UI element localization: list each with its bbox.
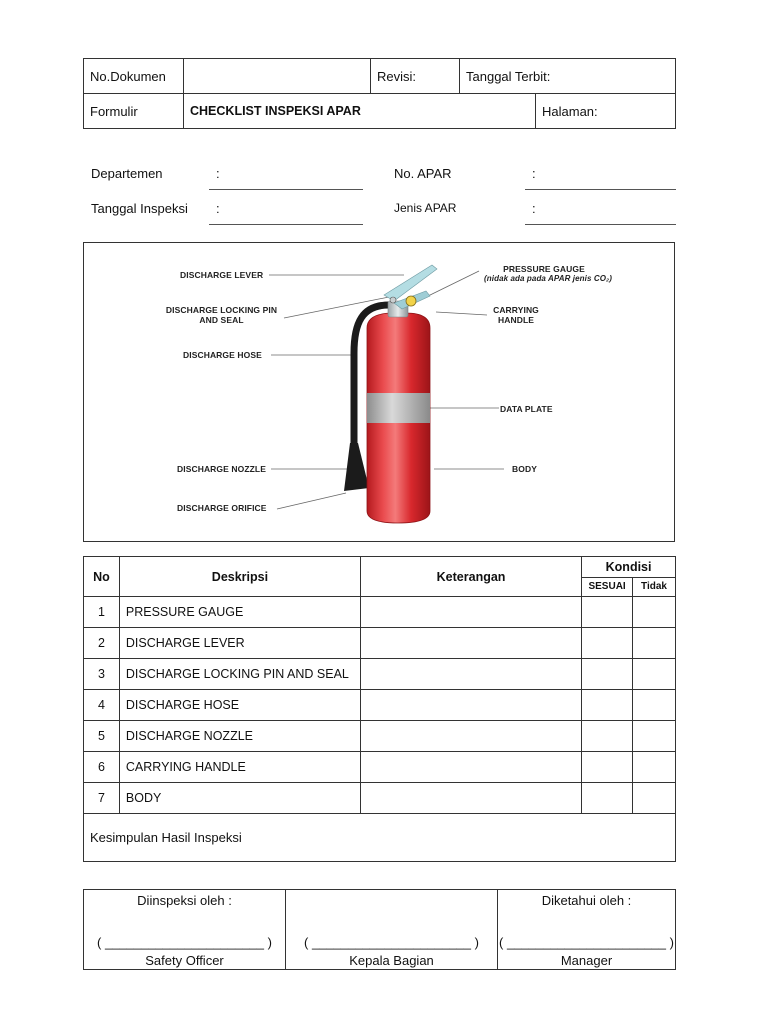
checklist-row xyxy=(84,752,676,783)
checklist-row xyxy=(84,721,676,752)
signature-table xyxy=(83,889,676,970)
apar-no-colon: : xyxy=(532,166,536,181)
row-remarks-cell[interactable] xyxy=(360,597,581,628)
acknowledged-by-label: Diketahui oleh : xyxy=(541,893,632,908)
page-label: Halaman: xyxy=(536,94,676,129)
department-colon: : xyxy=(216,166,220,181)
checklist-row xyxy=(84,690,676,721)
data-plate-band xyxy=(367,393,430,423)
row-ok-cell[interactable] xyxy=(582,721,633,752)
row-not-ok-cell[interactable] xyxy=(633,721,676,752)
doc-no-value xyxy=(184,59,371,94)
row-number: 1 xyxy=(84,597,120,628)
inspected-by-label: Diinspeksi oleh : xyxy=(137,893,232,908)
row-not-ok-cell[interactable] xyxy=(633,752,676,783)
row-remarks-cell[interactable] xyxy=(360,690,581,721)
apar-no-label: No. APAR xyxy=(394,166,452,181)
row-remarks-cell[interactable] xyxy=(360,752,581,783)
col-header-description: Deskripsi xyxy=(119,557,360,597)
col-header-not-ok: Tidak xyxy=(633,577,676,597)
signature-kepala-bagian xyxy=(286,890,498,970)
extinguisher-diagram xyxy=(83,242,675,542)
label-discharge-orifice: DISCHARGE ORIFICE xyxy=(177,503,267,513)
label-pressure-gauge-title: PRESSURE GAUGE xyxy=(503,264,585,274)
row-number: 6 xyxy=(84,752,120,783)
row-remarks-cell[interactable] xyxy=(360,659,581,690)
row-description: PRESSURE GAUGE xyxy=(119,597,360,628)
signature-line-2[interactable]: ( ______________________ ) xyxy=(304,935,479,950)
apar-no-field[interactable] xyxy=(525,189,676,190)
apar-type-field[interactable] xyxy=(525,224,676,225)
col-header-ok: SESUAI xyxy=(582,577,633,597)
label-body: BODY xyxy=(512,464,537,474)
col-header-condition: Kondisi xyxy=(582,557,676,578)
label-discharge-lever: DISCHARGE LEVER xyxy=(180,270,264,280)
role-manager: Manager xyxy=(560,953,613,968)
checklist-row xyxy=(84,628,676,659)
row-number: 4 xyxy=(84,690,120,721)
row-description: DISCHARGE HOSE xyxy=(119,690,360,721)
row-ok-cell[interactable] xyxy=(582,752,633,783)
inspection-date-field[interactable] xyxy=(209,224,363,225)
row-description: DISCHARGE LEVER xyxy=(119,628,360,659)
row-description: BODY xyxy=(119,783,360,814)
row-remarks-cell[interactable] xyxy=(360,721,581,752)
department-label: Departemen xyxy=(91,166,163,181)
label-pressure-gauge xyxy=(479,264,612,284)
apar-type-colon: : xyxy=(532,201,536,216)
row-not-ok-cell[interactable] xyxy=(633,659,676,690)
label-locking-pin xyxy=(165,305,278,325)
form-label: Formulir xyxy=(84,94,184,129)
form-title: CHECKLIST INSPEKSI APAR xyxy=(184,94,536,129)
row-number: 2 xyxy=(84,628,120,659)
checklist-row xyxy=(84,597,676,628)
signature-safety-officer xyxy=(84,890,286,970)
department-field[interactable] xyxy=(209,189,363,190)
inspection-date-label: Tanggal Inspeksi xyxy=(91,201,188,216)
label-locking-pin-line2: AND SEAL xyxy=(199,315,244,325)
locking-pin-shape xyxy=(390,297,396,303)
document-header-table xyxy=(83,58,676,129)
label-discharge-hose: DISCHARGE HOSE xyxy=(183,350,262,360)
role-safety-officer: Safety Officer xyxy=(145,953,224,968)
checklist-row xyxy=(84,659,676,690)
label-carrying-handle xyxy=(488,305,544,325)
row-remarks-cell[interactable] xyxy=(360,783,581,814)
row-not-ok-cell[interactable] xyxy=(633,690,676,721)
signature-line-3[interactable]: ( ______________________ ) xyxy=(499,935,674,950)
role-kepala-bagian: Kepala Bagian xyxy=(349,953,434,968)
col-header-remarks: Keterangan xyxy=(360,557,581,597)
row-ok-cell[interactable] xyxy=(582,628,633,659)
row-number: 3 xyxy=(84,659,120,690)
pressure-gauge-shape xyxy=(406,296,416,306)
row-ok-cell[interactable] xyxy=(582,783,633,814)
row-ok-cell[interactable] xyxy=(582,659,633,690)
apar-type-label: Jenis APAR xyxy=(394,201,457,215)
label-locking-pin-line1: DISCHARGE LOCKING PIN xyxy=(165,305,278,315)
row-ok-cell[interactable] xyxy=(582,597,633,628)
inspection-date-colon: : xyxy=(216,201,220,216)
label-carrying-handle-line1: CARRYING xyxy=(493,305,539,315)
label-data-plate: DATA PLATE xyxy=(500,404,553,414)
row-remarks-cell[interactable] xyxy=(360,628,581,659)
row-description: DISCHARGE NOZZLE xyxy=(119,721,360,752)
issue-date-label: Tanggal Terbit: xyxy=(460,59,676,94)
row-not-ok-cell[interactable] xyxy=(633,597,676,628)
conclusion-field[interactable]: Kesimpulan Hasil Inspeksi xyxy=(84,814,676,862)
label-pressure-gauge-note: (nidak ada pada APAR jenis CO₂) xyxy=(484,274,612,283)
checklist-row xyxy=(84,783,676,814)
checklist-rows xyxy=(84,597,676,814)
signature-manager xyxy=(498,890,676,970)
inspection-checklist-table xyxy=(83,556,676,862)
row-ok-cell[interactable] xyxy=(582,690,633,721)
row-number: 5 xyxy=(84,721,120,752)
col-header-no: No xyxy=(84,557,120,597)
row-not-ok-cell[interactable] xyxy=(633,628,676,659)
row-description: CARRYING HANDLE xyxy=(119,752,360,783)
label-carrying-handle-line2: HANDLE xyxy=(497,315,534,325)
nozzle-shape xyxy=(344,443,369,491)
row-description: DISCHARGE LOCKING PIN AND SEAL xyxy=(119,659,360,690)
row-not-ok-cell[interactable] xyxy=(633,783,676,814)
doc-no-label: No.Dokumen xyxy=(84,59,184,94)
fire-extinguisher-illustration xyxy=(84,243,674,541)
label-discharge-nozzle: DISCHARGE NOZZLE xyxy=(177,464,266,474)
row-number: 7 xyxy=(84,783,120,814)
revision-label: Revisi: xyxy=(371,59,460,94)
signature-line-1[interactable]: ( ______________________ ) xyxy=(97,935,272,950)
